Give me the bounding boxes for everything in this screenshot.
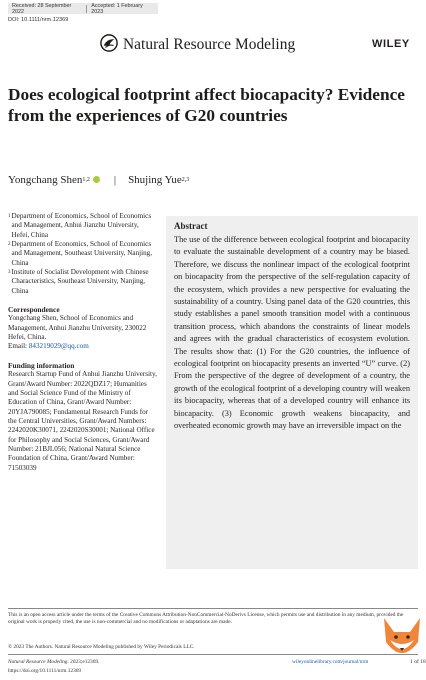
journal-url-link[interactable]: wileyonlinelibrary.com/journal/nrm [292,659,369,665]
accepted-date: Accepted: 1 February 2023 [91,2,143,15]
funding-text: Research Startup Fund of Anhui Jianzhu University, Grant/Award Number: 2022QDZ17; Humanities and Social Science Fund of the Ministry of Education of China, Grant/Award Number: 20YJA790085; Fundamental Research Funds for the Central Universities, Grant/Award Numbers: 2242020K30071, 2242020S30001; National Office for Philosophy and Social Sciences, Grant/Award Number: 21BJL056; National Natural Science Foundation of China, Grant/Award Number: 71503039 [8,370,157,472]
abstract-box [166,216,418,569]
author-separator: | [113,174,117,186]
affiliation-number: 2 [8,242,11,248]
funding-heading: Funding information [8,360,75,370]
journal-logo-icon [100,34,118,52]
affiliation-text: Institute of Socialist Development with Chinese Characteristics, Southeast University, Nanjing, China [11,268,149,295]
article-info-column [8,212,158,473]
affiliation-number: 3 [8,270,11,276]
author-name[interactable]: Shujing Yue [128,174,182,186]
abstract-text: The use of the difference between ecological footprint and biocapacity to evaluate the sustainable development of a country may be biased. Therefore, we discuss the nonlinear impact of the ecological footprint on biocapacity from the perspective of the self-regulation capacity of the ecosystem, which provides a new perspective for evaluating the sustainability of a country. Using panel data of the G20 countries, this study establishes a panel smooth transition model with a continuous transition process, which abandons the constraints of linear models and agrees with the gradual characteristics of ecosystem evolution. The results show that: (1) For the G20 countries, the influence of ecological footprint on biocapacity presents an inverted “U” curve. (2) From the perspective of the degree of development of a country, the growth of the ecological footprint of a developing country will weaken its biocapacity, whereas that of a developed country will enhance its biocapacity. (3) Economic growth weakens biocapacity, and overheated economic growth may have an irreversible impact on the [174,235,410,431]
article-doi[interactable]: DOI: 10.1111/nrm.12369 [8,17,69,23]
affiliation [8,240,158,268]
footer-divider [8,654,418,655]
affiliation-text: Department of Economics, School of Economics and Management, Southeast University, Nanjing, China [11,240,153,267]
author-affiliation-marker: 2,3 [181,177,190,183]
affiliation [8,212,158,240]
author-affiliation-marker: 1,2 [82,177,90,183]
article-dates-bar [8,3,158,14]
page-number: 1 of 18 [410,659,426,665]
citation-line [8,659,99,665]
journal-name: Natural Resource Modeling [123,36,296,53]
footer-doi-link[interactable]: https://doi.org/10.1111/nrm.12369 [8,668,82,674]
affiliation-number: 1 [8,214,11,219]
affiliation-text: Department of Economics, School of Economics and Management, Anhui Jianzhu University, Hefei, China [11,212,152,239]
received-date: Received: 28 September 2022 [12,2,72,15]
abstract-heading: Abstract [174,221,208,231]
affiliation [8,268,158,296]
correspondence-text: Yongchang Shen, School of Economics and Management, Anhui Jianzhu University, 230022 Hefei, China. [8,314,147,342]
citation-journal: Natural Resource Modeling. [8,659,69,665]
citation-detail: 2023;e12369. [70,659,100,665]
author-list [8,174,189,186]
email-link[interactable]: 843219029@qq.com [28,342,89,351]
license-notice: This is an open access article under the terms of the Creative Commons Attribution-NonCommercial-NoDerivs License, which permits use and distribution in any medium, provided the original work is properly cited, the use is non-commercial and no modifications or adaptations are made. [8,612,404,626]
publisher-logo: WILEY [372,38,410,50]
author-name[interactable]: Yongchang Shen [8,174,83,186]
fox-watermark-icon [380,612,424,670]
orcid-icon[interactable] [93,176,100,183]
footer-divider [8,608,418,609]
correspondence-email [8,342,158,351]
article-title: Does ecological footprint affect biocapacity? Evidence from the experiences of G20 countries [8,85,405,125]
copyright-notice: © 2023 The Authors. Natural Resource Modeling published by Wiley Periodicals LLC. [8,644,195,650]
email-label: Email: [8,342,28,351]
correspondence-heading: Correspondence [8,305,60,315]
